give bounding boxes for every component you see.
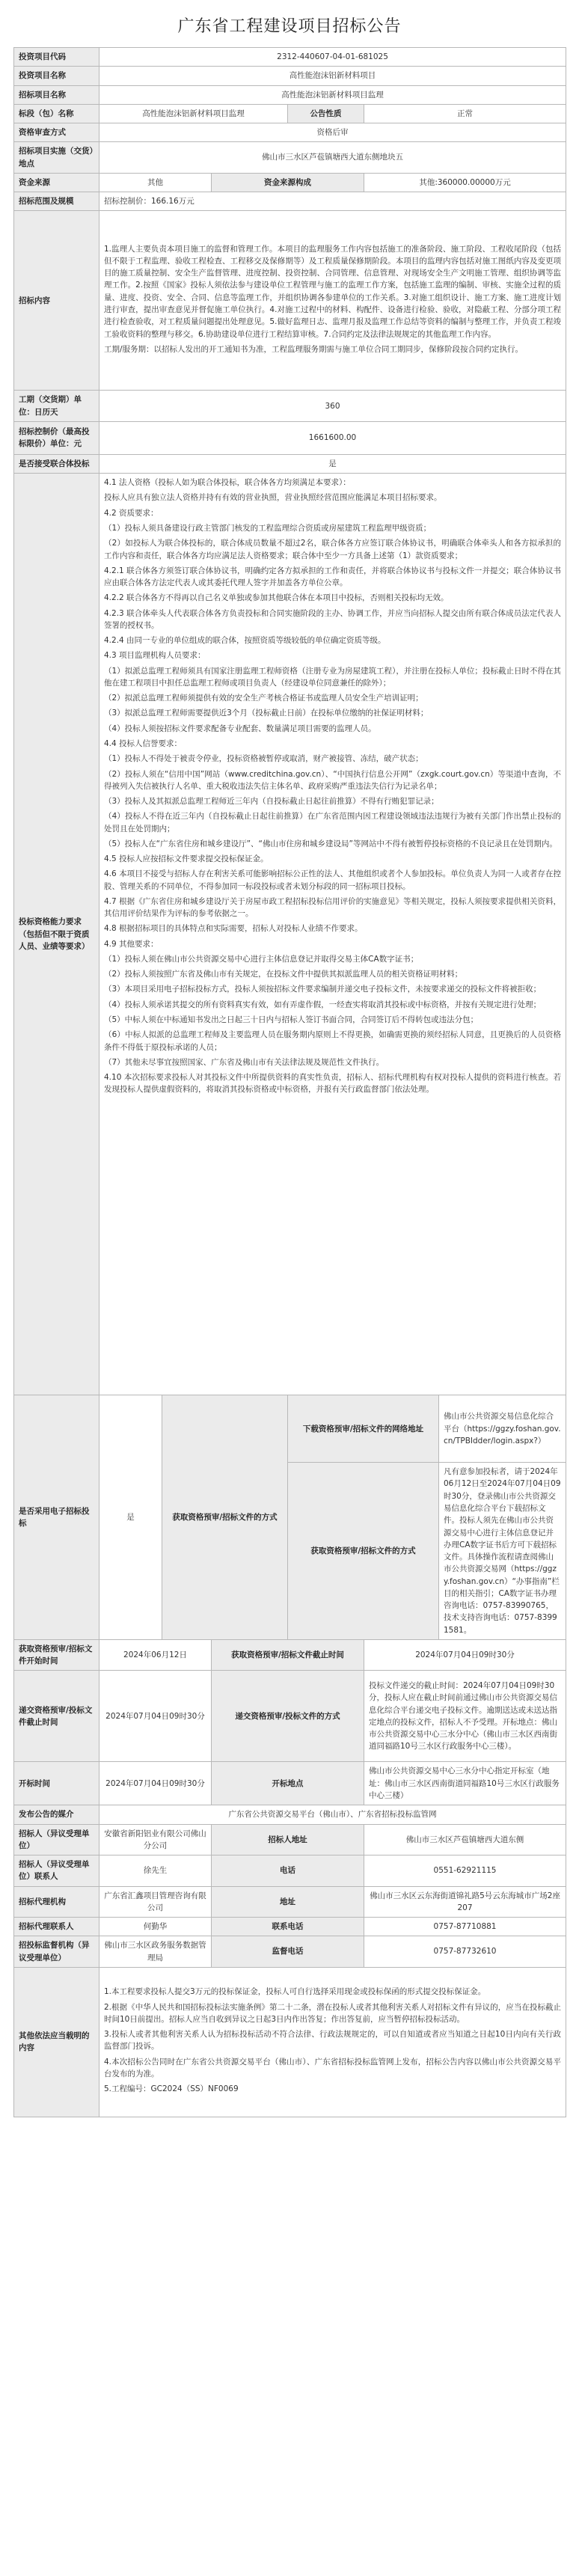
content-value: [99, 211, 566, 391]
qualification-paragraph: （5）投标人在“广东省住房和城乡建设厅”、“佛山市住房和城乡建设局”等网站中不得有被暂停投标资格的不良记录且在处罚期内。: [104, 839, 557, 848]
qualification-paragraph: （3）本项目采用电子招标投标方式，投标人须按招标文件要求编制并递交电子投标文件，未按要求递交的投标文件将被拒收；: [104, 985, 542, 994]
nature-label: 公告性质: [288, 104, 364, 123]
other-paragraph: 3.投标人或者其他利害关系人认为招标投标活动不符合法律、行政法规规定的，可以自知道或者应当知道之日起10日内向有关行政监督部门投诉。: [104, 2030, 562, 2052]
row-tenderer: [14, 1824, 566, 1855]
tenderer-contact-value: 徐先生: [99, 1855, 212, 1887]
qualification-paragraph: （2）如投标人为联合体投标的，联合体成员数量不超过2名，联合体各方应签订联合体协议书，明确联合体牵头人和各方拟承担的工作内容和责任，联合体各方均应满足法人资格要求；联合体中至少一方具备上述第（1）款资质要求；: [104, 539, 562, 560]
qualification-paragraph: （1）投标人须具备建设行政主管部门核发的工程监理综合资质或房屋建筑工程监理甲级资质；: [104, 523, 432, 533]
page-title: 广东省工程建设项目招标公告: [177, 17, 402, 36]
qualification-paragraph: （4）投标人不得在近三年内（自投标截止日起往前推算）在广东省范围内因工程建设领域违法违规行为被有关部门作出禁止投标的处罚且在处罚期内；: [104, 812, 562, 833]
qualification-paragraph: （4）投标人须承诺其提交的所有资料真实有效，如有弄虚作假，一经查实将取消其投标或中标资格，并按有关规定进行处理；: [104, 1000, 542, 1009]
row-consortium: [14, 454, 566, 473]
row-control-price: [14, 421, 566, 454]
section-label: 标段（包）名称: [14, 104, 99, 123]
qualification-paragraph: 4.3 项目监理机构人员要求：: [104, 651, 206, 661]
qualification-paragraph: 4.2.4 由同一专业的单位组成的联合体，按照资质等级较低的单位确定资质等级。: [104, 636, 386, 646]
qualification-paragraph: 4.8 根据招标项目的具体特点和实际需要，招标人对投标人业绩不作要求。: [104, 924, 363, 934]
duration-value: 360: [99, 391, 566, 422]
other-paragraph: 2.根据《中华人民共和国招标投标法实施条例》第二十二条，潜在投标人或者其他利害关系人对招标文件有异议的，应当在投标截止时间10日前提出。招标人应当自收到异议之日起3日内作出答复；作出答复前，应当暂停招标投标活动。: [104, 2002, 562, 2024]
supervisor-value: 佛山市三水区政务服务数据管理局: [99, 1936, 212, 1968]
scope-label: 招标范围及规模: [14, 192, 99, 211]
get-time-end-label: 获取资格预审/招标文件截止时间: [212, 1639, 364, 1671]
qualification-paragraph: 4.2.3 联合体牵头人代表联合体各方负责投标和合同实施阶段的主办、协调工作，并应当向招标人提交由所有联合体成员法定代表人签署的授权书。: [104, 608, 562, 630]
location-value: 佛山市三水区芦苞镇塘西大道东侧地块五: [99, 142, 566, 174]
row-project-name: [14, 67, 566, 85]
scope-value: 招标控制价：166.16万元: [99, 192, 566, 211]
qualification-paragraph: 4.7 根据《广东省住房和城乡建设厅关于房屋市政工程招标投标信用评价的实施意见》等相关规定，投标人须按要求提供相关资料，其信用评价结果作为评标的参考依据之一。: [104, 896, 562, 919]
row-electronic-download: [14, 1395, 566, 1463]
row-project-code: [14, 48, 566, 67]
tenderer-phone-label: 电话: [212, 1855, 364, 1887]
location-label: 招标项目实施（交货）地点: [14, 142, 99, 174]
submit-time-label: 递交资格预审/投标文件截止时间: [14, 1671, 99, 1762]
agency-address-label: 地址: [212, 1886, 364, 1918]
tenderer-label: 招标人（异议受理单位）: [14, 1824, 99, 1855]
qualification-paragraph: （3）拟派总监理工程师需要提供近3个月（投标截止日前）在投标单位缴纳的社保证明材料；: [104, 709, 429, 718]
method-desc-value: 凡有意参加投标者，请于2024年06月12日至2024年07月04日09时30分，登录佛山市公共资源交易信息化综合平台下载招标文件。投标人须先在佛山市公共资源交易中心进行主体信息登记并办理CA数字证书后方可下载招标文件。具体操作流程请查阅佛山市公共资源交易网（https://ggzy.foshan.gov.cn）“办事指南”栏目的相关指引；CA数字证书办理咨询电话：0757-83990765，技术支持咨询电话：0757-83991581。: [439, 1463, 566, 1640]
qualification-paragraph: （3）投标人及其拟派总监理工程师近三年内（自投标截止日起往前推算）不得有行贿犯罪记录；: [104, 797, 439, 807]
submit-method-label: 递交资格预审/投标文件的方式: [212, 1671, 364, 1762]
submit-time-value: 2024年07月04日09时30分: [99, 1671, 212, 1762]
download-address-label: 下载资格预审/招标文件的网络地址: [288, 1395, 439, 1463]
agency-contact-value: 何勤华: [99, 1918, 212, 1936]
row-other: [14, 1967, 566, 2117]
row-agency-contact: [14, 1918, 566, 1936]
qualification-paragraph: （1）拟派总监理工程师须具有国家注册监理工程师资格（注册专业为房屋建筑工程），并注册在投标人单位；投标截止日时不得在其他在建工程项目中担任总监理工程师或项目负责人（经建设单位同意兼任的除外）；: [104, 666, 562, 688]
announcement-table: [13, 47, 566, 2117]
qualification-paragraph: （2）投标人须按照广东省及佛山市有关规定，在投标文件中提供其拟派监理人员的相关资格证明材料；: [104, 970, 463, 979]
project-name-label: 投资项目名称: [14, 67, 99, 85]
agency-value: 广东省汇鑫项目管理咨询有限公司: [99, 1886, 212, 1918]
row-supervisor: [14, 1936, 566, 1968]
other-paragraph: 1.本工程要求投标人提交3万元的投标保证金，投标人可自行选择采用现金或投标保函的形式提交投标保证金。: [104, 1987, 486, 1997]
qualification-paragraph: 4.9 其他要求：: [104, 939, 159, 949]
qualification-paragraph: 4.2 资质要求：: [104, 508, 159, 518]
nature-value: 正常: [364, 104, 566, 123]
method-desc-label: 获取资格预审/招标文件的方式: [288, 1463, 439, 1640]
other-paragraph: 5.工程编号：GC2024（SS）NF0069: [104, 2084, 239, 2094]
row-funding: [14, 173, 566, 192]
row-submit-time: [14, 1671, 566, 1762]
row-location: [14, 142, 566, 174]
section-value: 高性能泡沫铝新材料项目监理: [99, 104, 288, 123]
tenderer-phone-value: 0551-62921115: [364, 1855, 566, 1887]
get-time-end-value: 2024年07月04日09时30分: [364, 1639, 566, 1671]
open-time-value: 2024年07月04日09时30分: [99, 1762, 212, 1805]
consortium-value: 是: [99, 454, 566, 473]
content-paragraph: 1.监理人主要负责本项目施工的监督和管理工作。本项目的监理服务工作内容包括施工的准备阶段、施工阶段、工程收尾阶段（包括但不限于工程监理、验收工程检查、工程移交及保修期等）及工程质量保修期阶段。本项目的监理内容包括对施工图纸内容及变更项目的施工质量控制、安全生产监督管理、进度控制、投资控制、合同管理、信息管理、对现场安全生产文明施工管理、组织协调等监理工作。2.按照《国家》投标人须依法参与建设单位工程管理与施工的监理工作方案，包括施工监理的编制、审核、实施全过程的质量、进度、投资、安全、合同、信息等监理工作，并组织协调各参建单位的工作关系。3.对施工组织设计、施工方案、施工进度计划进行审查，提出审查意见并督促施工单位执行。4.对施工过程中的材料、构配件、设备进行检验、验收，对隐蔽工程、分部分项工程进行检查验收，对工程质量问题提出处理意见。5.做好监理日志、监理月报及监理工作总结等资料的编制与整理工作，并负责工程竣工验收资料的整理与移交。6.协助建设单位进行工程结算审核。7.合同约定及法律法规规定的其他监理工作内容。: [104, 244, 562, 339]
row-content: [14, 211, 566, 391]
agency-phone-value: 0757-87710881: [364, 1918, 566, 1936]
qualification-paragraph: 4.6 本项目不接受与招标人存在利害关系可能影响招标公正性的法人、其他组织或者个人参加投标。单位负责人为同一人或者存在控股、管理关系的不同单位，不得参加同一标段投标或者未划分标段的同一招标项目投标。: [104, 869, 562, 891]
publish-media-value: 广东省公共资源交易平台（佛山市）、广东省招标投标监管网: [99, 1805, 566, 1824]
row-tenderer-contact: [14, 1855, 566, 1887]
content-label: 招标内容: [14, 211, 99, 391]
other-paragraph: 4.本次招标公告同时在广东省公共资源交易平台（佛山市）、广东省招标投标监管网上发布，招标公告内容以佛山市公共资源交易平台发布的为准。: [104, 2057, 562, 2078]
row-duration: [14, 391, 566, 422]
qualification-paragraph: 投标人应具有独立法人资格并持有有效的营业执照，营业执照经营范围应能满足本项目招标要求。: [104, 493, 442, 503]
get-time-label: 获取资格预审/招标文件开始时间: [14, 1639, 99, 1671]
agency-label: 招标代理机构: [14, 1886, 99, 1918]
qualification-paragraph: （1）投标人须在佛山市公共资源交易中心进行主体信息登记并取得交易主体CA数字证书；: [104, 954, 419, 964]
approval-method-value: 资格后审: [99, 123, 566, 142]
duration-label: 工期（交货期）单位：日历天: [14, 391, 99, 422]
qualification-paragraph: 4.2.1 联合体各方须签订联合体协议书，明确约定各方拟承担的工作和责任，并将联合体协议书与投标文件一并提交；联合体协议书应由联合体各方法定代表人或其委托代理人签字并加盖各方单位公章。: [104, 566, 562, 588]
qualification-paragraph: （2）投标人须在“信用中国”网站（www.creditchina.gov.cn）、“中国执行信息公开网”（zxgk.court.gov.cn）等渠道中查询，不得被列入失信被执行人名单、重大税收违法失信主体名单、政府采购严重违法失信行为记录名单；: [104, 769, 562, 791]
row-section: [14, 104, 566, 123]
funding-structure-value: 其他:360000.00000万元: [364, 173, 566, 192]
row-publish-media: [14, 1805, 566, 1824]
submit-method-value: 投标文件递交的截止时间：2024年07月04日09时30分，投标人应在截止时间前通过佛山市公共资源交易信息化综合平台递交电子投标文件。逾期送达或未送达指定地点的投标文件，招标人不予受理。开标地点：佛山市公共资源交易中心三水分中心（佛山市三水区西南街道同福路10号三水区行政服务中心三楼）。: [364, 1671, 566, 1762]
qualification-label: 投标资格能力要求（包括但不限于资质人员、业绩等要求）: [14, 474, 99, 1395]
tenderer-address-value: 佛山市三水区芦苞镇塘西大道东侧: [364, 1824, 566, 1855]
publish-media-label: 发布公告的媒介: [14, 1805, 99, 1824]
electronic-label: 是否采用电子招标投标: [14, 1395, 99, 1640]
qualification-paragraph: （2）拟派总监理工程师须提供有效的安全生产考核合格证书或监理人员安全生产培训证明；: [104, 694, 423, 703]
electronic-value: 是: [99, 1395, 162, 1640]
row-open-time: [14, 1762, 566, 1805]
row-get-time: [14, 1639, 566, 1671]
agency-phone-label: 联系电话: [212, 1918, 364, 1936]
qualification-paragraph: （5）中标人须在中标通知书发出之日起三十日内与招标人签订书面合同，合同签订后不得转包或违法分包；: [104, 1015, 479, 1025]
row-approval-method: [14, 123, 566, 142]
row-tender-project-name: [14, 85, 566, 104]
agency-address-value: 佛山市三水区云东海街道锦礼路5号云东海城市广场2座207: [364, 1886, 566, 1918]
funding-value: 其他: [99, 173, 212, 192]
qualification-paragraph: 4.1 法人资格（投标人如为联合体投标，联合体各方均须满足本要求）：: [104, 478, 351, 488]
open-time-label: 开标时间: [14, 1762, 99, 1805]
supervisor-label: 招投标监督机构（异议受理单位）: [14, 1936, 99, 1968]
qualification-paragraph: （7）其他未尽事宜按照国家、广东省及佛山市有关法律法规及规范性文件执行。: [104, 1057, 385, 1067]
tender-project-name-label: 招标项目名称: [14, 85, 99, 104]
download-address-link[interactable]: 佛山市公共资源交易信息化综合平台（https://ggzy.foshan.gov.cn/TPBIdder/login.aspx?）: [439, 1395, 566, 1463]
other-label: 其他依法应当载明的内容: [14, 1967, 99, 2117]
qualification-paragraph: （1）投标人不得处于被责令停业，投标资格被暂停或取消，财产被接管、冻结，破产状态；: [104, 754, 423, 764]
approval-method-label: 资格审查方式: [14, 123, 99, 142]
tender-project-name-value: 高性能泡沫铝新材料项目监理: [99, 85, 566, 104]
agency-contact-label: 招标代理联系人: [14, 1918, 99, 1936]
get-time-value: 2024年06月12日: [99, 1639, 212, 1671]
qualification-paragraph: 4.4 投标人信誉要求：: [104, 738, 183, 748]
open-place-label: 开标地点: [212, 1762, 364, 1805]
row-agency: [14, 1886, 566, 1918]
qualification-paragraph: （4）投标人须按招标文件要求配备专业配套、数量满足项目需要的监理人员。: [104, 723, 376, 733]
project-name-value: 高性能泡沫铝新材料项目: [99, 67, 566, 85]
tenderer-address-label: 招标人地址: [212, 1824, 364, 1855]
electronic-method-label: 获取资格预审/招标文件的方式: [162, 1395, 288, 1640]
supervisor-phone-label: 监督电话: [212, 1936, 364, 1968]
open-place-value: 佛山市公共资源交易中心三水分中心指定开标室（地址：佛山市三水区西南街道同福路10号三水区行政服务中心三楼）: [364, 1762, 566, 1805]
tenderer-value: 安徽省新阳铝业有限公司佛山分公司: [99, 1824, 212, 1855]
consortium-label: 是否接受联合体投标: [14, 454, 99, 473]
funding-structure-label: 资金来源构成: [212, 173, 364, 192]
control-price-value: 1661600.00: [99, 421, 566, 454]
qualification-paragraph: 4.5 投标人应按招标文件要求提交投标保证金。: [104, 854, 269, 864]
qualification-value: [99, 474, 566, 1395]
content-paragraph: 工期/服务期：以招标人发出的开工通知书为准，工程监理服务期需与施工单位合同工期同步，保修阶段按合同约定执行。: [104, 344, 524, 354]
tenderer-contact-label: 招标人（异议受理单位）联系人: [14, 1855, 99, 1887]
row-qualification: [14, 474, 566, 1395]
funding-label: 资金来源: [14, 173, 99, 192]
row-scope: [14, 192, 566, 211]
qualification-paragraph: 4.10 本次招标要求投标人对其投标文件中所提供资料的真实性负责，招标人、招标代理机构有权对投标人提供的资料进行核查。若发现投标人提供虚假资料的，将取消其投标资格或中标资格，并报有关行政监督部门依法处理。: [104, 1073, 562, 1095]
project-code-value: 2312-440607-04-01-681025: [99, 48, 566, 67]
control-price-label: 招标控制价（最高投标限价）单位：元: [14, 421, 99, 454]
project-code-label: 投资项目代码: [14, 48, 99, 67]
supervisor-phone-value: 0757-87732610: [364, 1936, 566, 1968]
qualification-paragraph: 4.2.2 联合体各方不得再以自己名义单独或参加其他联合体在本项目中投标，否则相关投标均无效。: [104, 593, 449, 603]
qualification-paragraph: （6）中标人拟派的总监理工程师及主要监理人员在服务期内原则上不得更换，如确需更换的须经招标人同意，且更换后的人员资格条件不得低于原投标承诺的人员；: [104, 1030, 562, 1052]
other-value: [99, 1967, 566, 2117]
